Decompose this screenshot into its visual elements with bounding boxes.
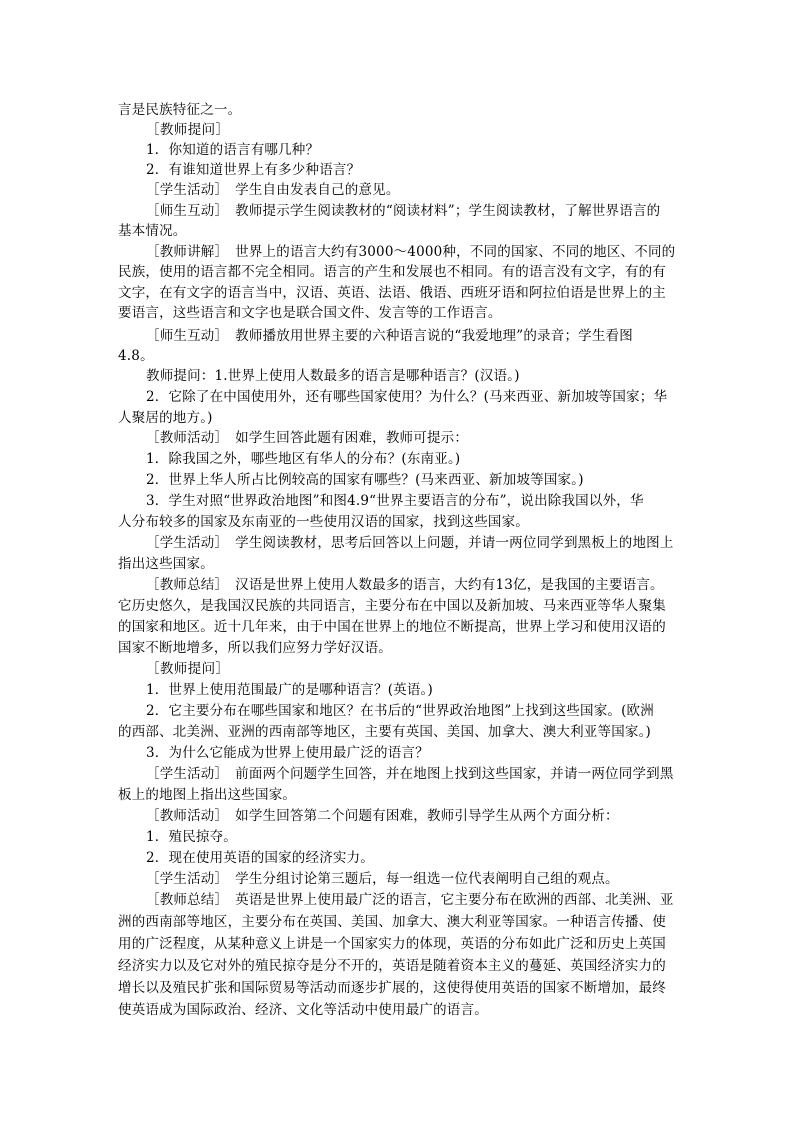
paragraph-line: 要语言，这些语言和文字也是联合国文件、发言等的工作语言。 (118, 305, 502, 321)
paragraph-line: 文字，在有文字的语言当中，汉语、英语、法语、俄语、西班牙语和阿拉伯语是世界上的主 (118, 285, 666, 301)
question-item: 1．除我国之外，哪些地区有华人的分布？(东南亚。) (146, 451, 461, 467)
paragraph-line: 增长以及殖民扩张和国际贸易等活动而逐步扩展的，这使得使用英语的国家不断增加，最终 (118, 980, 666, 996)
question-item: 3．学生对照“世界政治地图”和图4.9“世界主要语言的分布”，说出除我国以外，华 (146, 493, 644, 509)
question-item: 2．它主要分布在哪些国家和地区？在书后的“世界政治地图”上找到这些国家。(欧洲 (146, 703, 654, 719)
paragraph-line: ［师生互动］ 教师播放用世界主要的六种语言说的“我爱地理”的录音；学生看图 (146, 328, 633, 344)
paragraph-line: 基本情况。 (118, 223, 187, 239)
text-line: 言是民族特征之一。 (118, 102, 242, 118)
question-item: 2．有谁知道世界上有多少种语言？ (146, 162, 361, 178)
paragraph-line: 国家不断地增多，所以我们应努力学好汉语。 (118, 640, 392, 656)
question-item: 2．现在使用英语的国家的经济实力。 (146, 850, 374, 866)
paragraph-line: 指出这些国家。 (118, 556, 214, 572)
paragraph-line: ［教师活动］ 如学生回答此题有困难，教师可提示： (146, 430, 469, 446)
question-item: 1．世界上使用范围最广的是哪种语言？(英语。) (146, 682, 433, 698)
paragraph-line: ［学生活动］ 前面两个问题学生回答，并在地图上找到这些国家，并请一两位同学到黑 (146, 766, 674, 782)
question-item: 2．它除了在中国使用外，还有哪些国家使用？为什么？(马来西亚、新加坡等国家；华 (146, 389, 668, 405)
paragraph-line: ［教师总结］ 英语是世界上使用最广泛的语言，它主要分布在欧洲的西部、北美洲、亚 (146, 892, 674, 908)
paragraph-line: 人分布较多的国家及东南亚的一些使用汉语的国家，找到这些国家。 (118, 514, 529, 530)
paragraph-line: ［学生活动］ 学生分组讨论第三题后，每一组选一位代表阐明自己组的观点。 (146, 871, 619, 887)
paragraph-line: 它历史悠久，是我国汉民族的共同语言，主要分布在中国以及新加坡、马来西亚等华人聚集 (118, 598, 666, 614)
paragraph-line: ［教师总结］ 汉语是世界上使用人数最多的语言，大约有13亿，是我国的主要语言。 (146, 577, 664, 593)
section-heading: ［教师提问］ (146, 661, 230, 677)
question-item: 3．为什么它能成为世界上使用最广泛的语言？ (146, 745, 429, 761)
paragraph-line: 民族，使用的语言都不完全相同。语言的产生和发展也不相同。有的语言没有文字，有的有 (118, 264, 666, 280)
paragraph-line: ［师生互动］ 教师提示学生阅读教材的“阅读材料”；学生阅读教材，了解世界语言的 (146, 203, 661, 219)
section-heading: ［教师提问］ (146, 122, 230, 138)
paragraph-line: 4.8。 (118, 348, 154, 364)
paragraph-line: 用的广泛程度，从某种意义上讲是一个国家实力的体现，英语的分布如此广泛和历史上英国 (118, 936, 666, 952)
paragraph-line: 板上的地图上指出这些国家。 (118, 787, 297, 803)
paragraph-line: 人聚居的地方。) (118, 410, 213, 426)
paragraph-line: 使英语成为国际政治、经济、文化等活动中使用最广的语言。 (118, 1002, 488, 1018)
paragraph-line: 经济实力以及它对外的殖民掠夺是分不开的，英语是随着资本主义的蔓延、英国经济实力的 (118, 958, 666, 974)
question-item: 教师提问：1.世界上使用人数最多的语言是哪种语言？(汉语。) (146, 368, 520, 384)
question-item: 2．世界上华人所占比例较高的国家有哪些？(马来西亚、新加坡等国家。) (146, 472, 584, 488)
paragraph-line: ［教师活动］ 如学生回答第二个问题有困难，教师引导学生从两个方面分析： (146, 808, 619, 824)
paragraph-line: ［学生活动］ 学生自由发表自己的意见。 (146, 182, 400, 198)
paragraph-line: 的国家和地区。近十几年来，由于中国在世界上的地位不断提高，世界上学习和使用汉语的 (118, 619, 666, 635)
paragraph-line: ［教师讲解］ 世界上的语言大约有3000～4000种，不同的国家、不同的地区、不同的 (146, 244, 676, 260)
paragraph-line: 的西部、北美洲、亚洲的西南部等地区，主要有英国、美国、加拿大、澳大利亚等国家。) (118, 724, 652, 740)
paragraph-line: 洲的西南部等地区，主要分布在英国、美国、加拿大、澳大利亚等国家。一种语言传播、使 (118, 914, 666, 930)
question-item: 1．殖民掠夺。 (146, 829, 237, 845)
question-item: 1．你知道的语言有哪几种？ (146, 142, 320, 158)
paragraph-line: ［学生活动］ 学生阅读教材，思考后回答以上问题，并请一两位同学到黑板上的地图上 (146, 535, 674, 551)
